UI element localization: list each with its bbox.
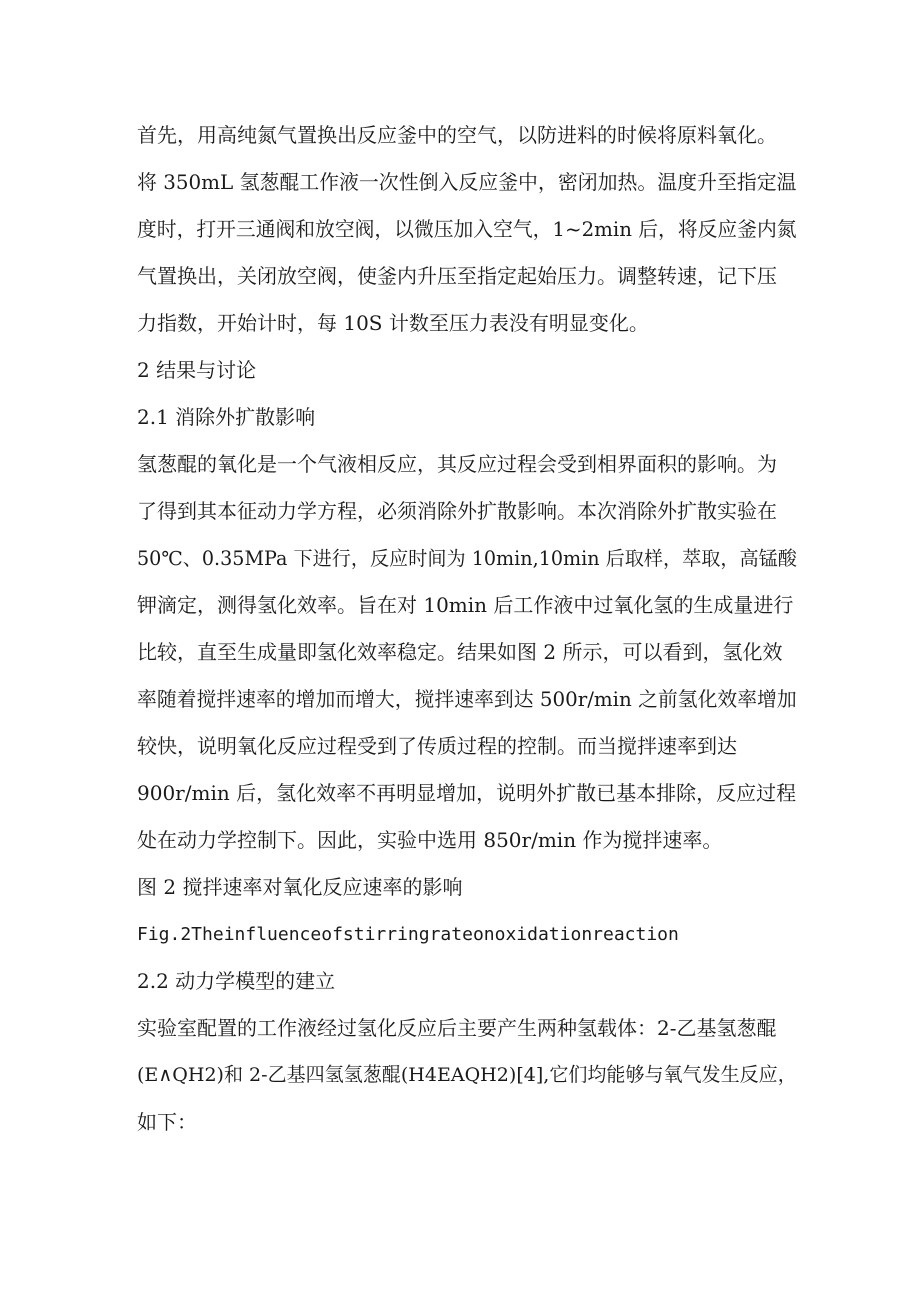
paragraph-line: 首先，用高纯氮气置换出反应釜中的空气，以防进料的时候将原料氧化。 (137, 123, 777, 147)
subsection-heading: 2.2 动力学模型的建立 (137, 969, 336, 993)
paragraph-line: 处在动力学控制下。因此，实验中选用 850r/min 作为搅拌速率。 (137, 828, 723, 852)
paragraph-line: 实验室配置的工作液经过氢化反应后主要产生两种氢载体：2-乙基氢葱醌 (137, 1016, 777, 1040)
paragraph-line: 如下： (137, 1110, 197, 1134)
paragraph-line: 50℃、0.35MPa 下进行，反应时间为 10min,10min 后取样，萃取，高锰酸 (137, 547, 797, 570)
document-body (137, 112, 795, 1146)
paragraph-line: 900r/min 后，氢化效率不再明显增加，说明外扩散已基本排除，反应过程 (137, 781, 797, 805)
subsection-heading: 2.1 消除外扩散影响 (137, 405, 316, 429)
figure-caption-english: Fig.2Theinfluenceofstirringrateonoxidationreaction (137, 924, 679, 945)
paragraph-line: 度时，打开三通阀和放空阀，以微压加入空气，1~2min 后，将反应釜内氮 (137, 218, 797, 241)
paragraph-line: 了得到其本征动力学方程，必须消除外扩散影响。本次消除外扩散实验在 (137, 499, 777, 523)
paragraph-line: (E∧QH2)和 2-乙基四氢氢葱醌(H4EAQH2)[4],它们均能够与氧气发生反应， (137, 1064, 797, 1086)
paragraph-line: 氢葱醌的氧化是一个气液相反应，其反应过程会受到相界面积的影响。为 (137, 452, 777, 476)
figure-caption: 图 2 搅拌速率对氧化反应速率的影响 (137, 875, 463, 899)
paragraph-line: 将 350mL 氢葱醌工作液一次性倒入反应釜中，密闭加热。温度升至指定温 (137, 171, 797, 194)
paragraph-line: 较快，说明氧化反应过程受到了传质过程的控制。而当搅拌速率到达 (137, 734, 737, 758)
section-heading: 2 结果与讨论 (137, 358, 257, 382)
paragraph-line: 气置换出，关闭放空阀，使釜内升压至指定起始压力。调整转速，记下压 (137, 264, 777, 288)
paragraph-line: 钾滴定，测得氢化效率。旨在对 10min 后工作液中过氧化氢的生成量进行 (137, 593, 794, 617)
paragraph-line: 比较，直至生成量即氢化效率稳定。结果如图 2 所示，可以看到，氢化效 (137, 640, 783, 664)
paragraph-line: 力指数，开始计时，每 10S 计数至压力表没有明显变化。 (137, 311, 649, 335)
paragraph-line: 率随着搅拌速率的增加而增大，搅拌速率到达 500r/min 之前氢化效率增加 (137, 688, 797, 711)
